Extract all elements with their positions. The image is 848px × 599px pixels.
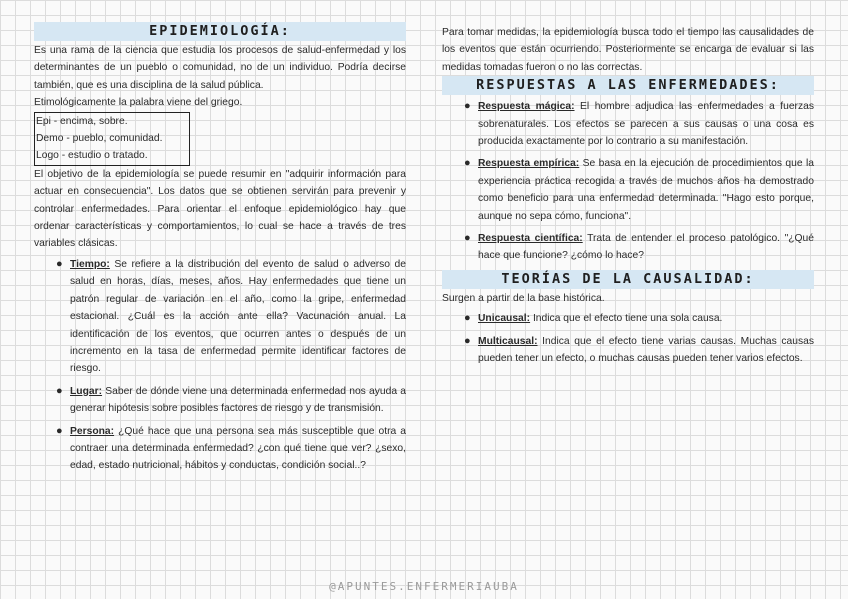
- causality-text-multicausal: Indica que el efecto tiene varias causas. Muchas causas pueden tener un efecto, o muchas causas pueden tener varios efectos.: [478, 335, 814, 365]
- list-item: [56, 423, 406, 475]
- variable-text-tiempo: Se refiere a la distribución del evento de salud o adverso de salud en horas, días, meses, años. Hay enfermedades que tiene un patrón regular de variación en el año, como la gripe, enfermedad estacional. ¿Cuál es la acción ante ella? Vacunación anual. La identificación de los eventos, que ocurren antes o después de un incremento en la tasa de enfermedad permite identificar factores de riesgo.: [70, 258, 406, 375]
- variable-term-lugar: Lugar:: [70, 385, 103, 397]
- causality-text-unicausal: Indica que el efecto tiene una sola causa.: [530, 313, 723, 325]
- variable-term-tiempo: Tiempo:: [70, 258, 110, 270]
- etymology-epi: Epi - encima, sobre.: [36, 115, 128, 127]
- variable-term-persona: Persona:: [70, 425, 115, 437]
- responses-title: RESPUESTAS A LAS ENFERMEDADES:: [442, 76, 814, 95]
- bullet-icon: ●: [464, 334, 471, 347]
- causality-title: TEORÍAS DE LA CAUSALIDAD:: [442, 270, 814, 289]
- right-column: [442, 24, 814, 373]
- list-item: [464, 98, 815, 150]
- bullet-icon: ●: [464, 100, 471, 113]
- response-text-empirica: Se basa en la ejecución de procedimientos que la experiencia práctica recogida a través de muchos años ha demostrado como beneficio para una enfermedad determinada. "Hago esto porque, aunque no sepa cómo, funciona".: [478, 158, 814, 222]
- response-term-empirica: Respuesta empírica:: [478, 158, 580, 170]
- list-item: [56, 383, 406, 418]
- bullet-icon: ●: [56, 257, 63, 270]
- bullet-icon: ●: [56, 384, 63, 397]
- bullet-icon: ●: [464, 312, 471, 325]
- list-item: [464, 310, 814, 327]
- bullet-icon: ●: [56, 424, 63, 437]
- causality-list: [464, 310, 814, 367]
- causality-intro: Surgen a partir de la base histórica.: [442, 292, 605, 304]
- variables-list: [56, 256, 406, 475]
- left-column: [34, 22, 406, 480]
- list-item: [464, 230, 814, 265]
- variable-text-persona: ¿Qué hace que una persona sea más susceptible que otra a contraer una determinada enfermedad? ¿con qué tiene que ver? ¿sexo, edad, estado nutricional, hábitos y conductas, condición social..?: [70, 425, 406, 472]
- etymology-demo: Demo - pueblo, comunidad.: [36, 133, 163, 145]
- etymology-intro: Etimológicamente la palabra viene del griego.: [34, 97, 243, 109]
- response-term-cientifica: Respuesta científica:: [478, 233, 583, 245]
- epidemiology-title: EPIDEMIOLOGÍA:: [34, 22, 406, 41]
- bullet-icon: ●: [464, 232, 471, 245]
- list-item: [464, 155, 814, 225]
- etymology-logo: Logo - estudio o tratado.: [36, 150, 148, 162]
- list-item: [56, 256, 406, 378]
- etymology-box: [34, 112, 190, 166]
- bullet-icon: ●: [464, 157, 471, 170]
- responses-list: [464, 98, 815, 265]
- causality-term-multicausal: Multicausal:: [478, 335, 538, 347]
- response-text-magica: El hombre adjudica las enfermedades a fuerzas sobrenaturales. Los efectos se parecen a sus causas o una cosa es producida exactamente por lo contrario a su manifestación.: [478, 101, 815, 148]
- causality-term-unicausal: Unicausal:: [478, 313, 531, 325]
- response-term-magica: Respuesta mágica:: [478, 101, 575, 113]
- measures-paragraph: Para tomar medidas, la epidemiología busca todo el tiempo las causalidades de los eventos que están ocurriendo. Posteriormente se encarga de evaluar si las medidas tomadas fueron o no las correctas.: [442, 27, 814, 73]
- response-text-cientifica: Trata de entender el proceso patológico. "¿Qué hace que funcione? ¿cómo lo hace?: [478, 233, 814, 262]
- variable-text-lugar: Saber de dónde viene una determinada enfermedad nos ayuda a generar hipótesis sobre posibles factores de riesgo y de transmisión.: [70, 385, 406, 415]
- intro-paragraph: Es una rama de la ciencia que estudia los procesos de salud-enfermedad y los determinantes de un pueblo o comunidad, no de un individuo. Podría decirse también, que es una disciplina de la salud pública.: [34, 45, 406, 91]
- footer-handle: @APUNTES.ENFERMERIAUBA: [329, 580, 519, 593]
- objective-paragraph: El objetivo de la epidemiología se puede resumir en "adquirir información para actuar en consecuencia". Los datos que se obtienen servirán para prevenir y controlar enfermedades. Para orientar el enfoque epidemiológico hay que ordenar características y comportamientos, lo cual se hace a través de tres variables clásicas.: [34, 168, 406, 250]
- list-item: [464, 333, 814, 368]
